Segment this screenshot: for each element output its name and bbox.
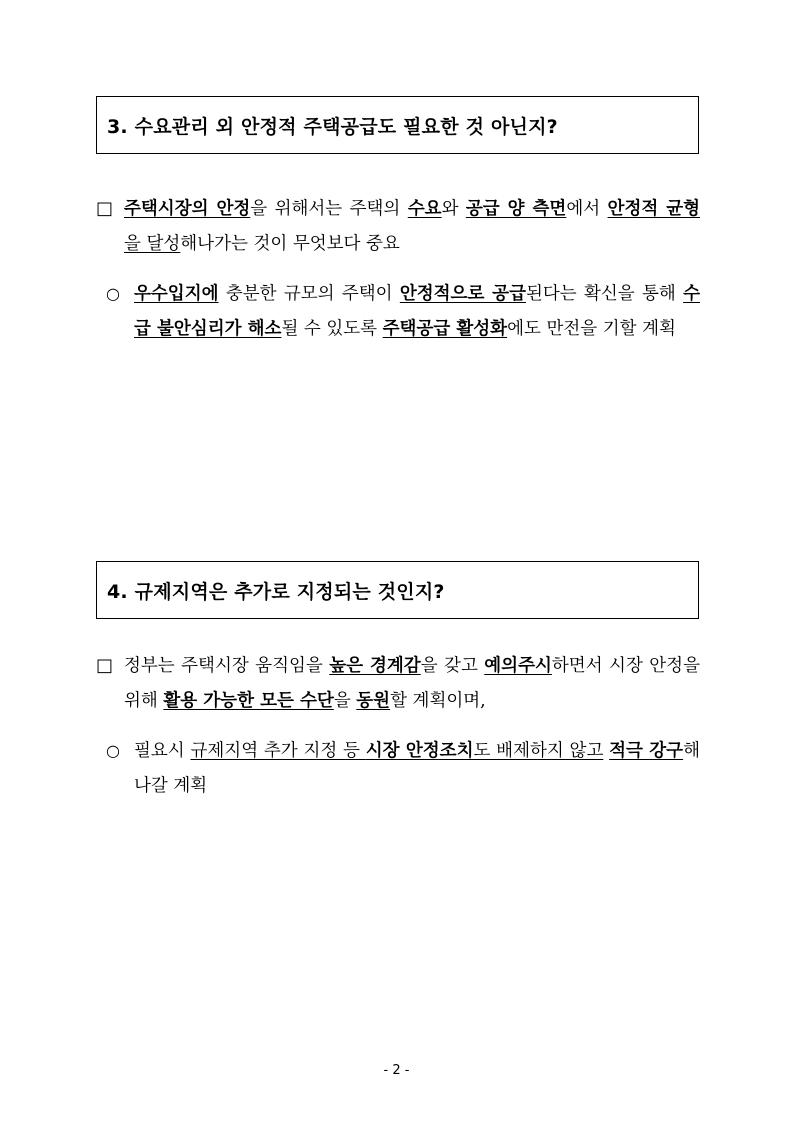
p4-span-1: 필요시 (134, 741, 191, 761)
section-4-title: 4. 규제지역은 추가로 지정되는 것인지? (107, 580, 445, 603)
section-4-paragraph-2 (106, 733, 700, 804)
p3-span-6: 활용 가능한 모든 수단 (163, 691, 334, 711)
p2-span-8: 에도 만전을 기할 계획 (507, 319, 676, 339)
circle-bullet-icon: ○ (106, 741, 120, 760)
section-3-paragraph-2 (106, 276, 700, 347)
page-number: - 2 - (383, 1063, 410, 1078)
section-4-heading-box (96, 561, 699, 619)
p4-span-4: 도 배제하지 않고 (473, 741, 604, 761)
p3-span-8: 동원 (356, 691, 391, 711)
p1-span-1: 주택시장의 안정 (124, 199, 251, 219)
p2-span-7: 주택공급 활성화 (382, 319, 508, 339)
p2-span-5: 수급 불안심리가 해소 (134, 284, 700, 339)
p3-span-4: 예의주시 (484, 656, 552, 676)
p3-span-9: 할 계획이며, (390, 691, 486, 711)
p1-span-7: 안정적 균형 (607, 199, 701, 219)
p3-span-7: 을 (333, 691, 357, 711)
p2-span-4: 된다는 확신을 통해 (525, 284, 684, 304)
circle-bullet-icon: ○ (106, 284, 120, 303)
p4-span-3: 시장 안정조치 (365, 741, 474, 761)
p1-span-2: 을 위해서는 주택의 (250, 199, 408, 219)
p1-span-9: 해나가는 것이 무엇보다 중요 (180, 234, 400, 254)
p1-span-5: 공급 양 측면 (465, 199, 567, 219)
p3-span-5: 하면서 시장 안정을 위해 (124, 656, 700, 711)
p4-span-6: 적극 강구 (609, 741, 684, 761)
p4-span-7: 해나갈 계획 (134, 741, 700, 796)
section-3-heading-box (96, 96, 699, 154)
p3-span-3: 을 갖고 (420, 656, 485, 676)
section-4-paragraph-1 (96, 648, 700, 719)
p3-span-1: 정부는 주택시장 움직임을 (124, 656, 330, 676)
section-3-title: 3. 수요관리 외 안정적 주택공급도 필요한 것 아닌지? (107, 115, 558, 138)
p2-span-6: 될 수 있도록 (281, 319, 383, 339)
section-3-paragraph-1 (96, 191, 700, 262)
p3-span-2: 높은 경계감 (329, 656, 421, 676)
p2-span-1: 우수입지에 (134, 284, 219, 304)
p1-span-6: 에서 (566, 199, 608, 219)
p1-span-3: 수요 (407, 199, 442, 219)
square-bullet-icon: □ (96, 655, 114, 676)
square-bullet-icon: □ (96, 198, 114, 219)
p1-span-4: 와 (441, 199, 466, 219)
p1-span-8: 을 달성 (124, 234, 181, 254)
p4-span-2: 규제지역 추가 지정 등 (190, 741, 366, 761)
p2-span-2: 충분한 규모의 주택이 (218, 284, 400, 304)
p2-span-3: 안정적으로 공급 (399, 284, 526, 304)
